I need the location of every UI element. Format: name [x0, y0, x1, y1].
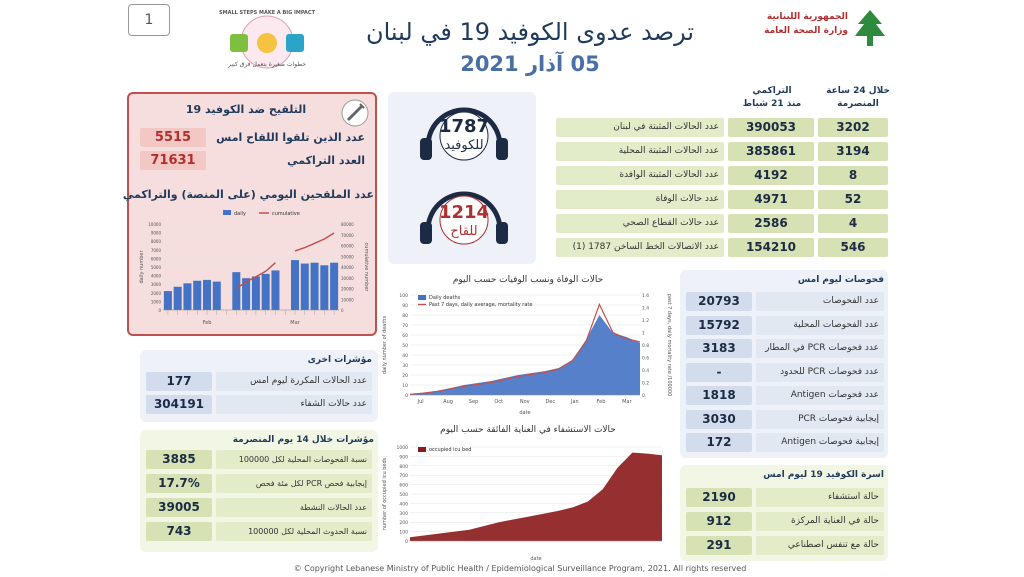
col-header-24h-sub: المنصرمة [837, 99, 879, 109]
x-group-label: Mar [290, 320, 300, 326]
vaccination-stat-label: عدد الذين تلقوا اللقاح امس [216, 131, 365, 144]
page-number: 1 [144, 12, 154, 28]
y-tick-label: 7000 [150, 247, 161, 253]
daily-bar [330, 263, 338, 310]
campaign-logo [214, 8, 320, 70]
y-tick-label: 10 [402, 384, 408, 389]
x-tick-label: Jul [417, 399, 424, 405]
indicator-14d-label: نسبة الفحوصات المحلية لكل 100000 [216, 450, 372, 469]
ministry-logo [742, 8, 892, 48]
bed-stat-label: حالة مع تنفس اصطناعي [756, 536, 884, 555]
y-right-axis-label: cumulative number [363, 242, 369, 292]
legend-label-daily: daily [234, 211, 246, 217]
covid-hotline-label: للكوفيد [444, 138, 484, 153]
main-stat-label: عدد حالات الوفاة [556, 190, 724, 209]
y-tick-label: 9000 [150, 230, 161, 236]
page-title: ترصد عدوى الكوفيد 19 في لبنان [365, 18, 695, 46]
vaccine-hotline-number: 1214 [438, 202, 490, 223]
y-tick-label: 70 [402, 324, 408, 329]
vaccination-stat-label: العدد التراكمي [287, 154, 365, 167]
daily-bar [193, 281, 201, 310]
y-tick-label: 1000 [396, 446, 408, 451]
main-stat-label: عدد الاتصالات الخط الساخن 1787 (1) [556, 238, 724, 257]
test-stat-label: إيجابية فحوصات PCR [756, 410, 884, 429]
cedar-icon [852, 8, 888, 48]
main-stat-cumulative: 154210 [728, 238, 814, 257]
main-stat-cumulative: 385861 [728, 142, 814, 161]
legend-label: Past 7 days, daily average, mortality rate [429, 302, 533, 308]
vaccination-stat-value: 71631 [140, 151, 206, 170]
vaccination-title: التلقيح ضد الكوفيد 19 [185, 103, 307, 116]
legend-label-cumulative: cumulative [272, 211, 300, 217]
x-tick-label: Oct [494, 399, 503, 405]
legend-swatch-daily [223, 210, 231, 215]
daily-bar [320, 265, 328, 310]
page-number-box [128, 4, 170, 36]
main-stat-cumulative: 2586 [728, 214, 814, 233]
y-right-tick-label: 10000 [341, 297, 354, 303]
y-right-tick-label: 0.4 [642, 369, 650, 374]
y-right-tick-label: 80000 [341, 222, 354, 227]
main-stat-cumulative: 4192 [728, 166, 814, 185]
other-indicator-value: 304191 [146, 395, 212, 414]
y-tick-label: 2000 [150, 290, 161, 296]
test-stat-value: - [686, 363, 752, 382]
y-tick-label: 800 [399, 464, 408, 470]
cumulative-line [295, 233, 334, 251]
y-tick-label: 200 [399, 521, 408, 527]
tests-title: فحوصات ليوم امس [797, 275, 884, 285]
covid-hotline-number: 1787 [438, 116, 490, 137]
y-right-tick-label: 0 [642, 394, 645, 399]
main-stat-daily: 3194 [818, 142, 888, 161]
y-tick-label: 6000 [150, 256, 161, 262]
test-stat-value: 172 [686, 433, 752, 452]
test-stat-label: عدد فحوصات PCR للحدود [756, 363, 884, 382]
indicator-14d-label: إيجابية فحص PCR لكل مئة فحص [216, 474, 372, 493]
y-right-axis-label: past 7 days, daily mortality rate /100000 [666, 293, 672, 397]
bed-stat-label: حالة استشفاء [756, 488, 884, 507]
y-right-tick-label: 1.2 [642, 319, 650, 324]
other-indicators-title: مؤشرات اخرى [307, 355, 372, 365]
y-tick-label: 4000 [150, 273, 161, 279]
x-tick-label: Mar [622, 399, 632, 405]
test-stat-value: 15792 [686, 316, 752, 335]
x-tick-label: Aug [443, 399, 453, 405]
bed-stat-value: 912 [686, 512, 752, 531]
x-tick-label: Nov [519, 399, 530, 405]
other-indicator-value: 177 [146, 372, 212, 391]
y-tick-label: 900 [399, 455, 408, 461]
y-tick-label: 600 [399, 483, 408, 489]
y-right-tick-label: 50000 [341, 254, 354, 260]
y-tick-label: 5000 [150, 265, 161, 270]
main-stat-daily: 546 [818, 238, 888, 257]
main-stat-daily: 4 [818, 214, 888, 233]
y-tick-label: 0 [158, 308, 161, 313]
daily-bar [164, 291, 172, 310]
y-tick-label: 50 [402, 344, 408, 349]
legend-label: occupied icu bed [429, 447, 472, 453]
y-tick-label: 30 [402, 364, 408, 369]
daily-bar [252, 276, 260, 310]
y-tick-label: 40 [402, 354, 408, 359]
daily-bar [262, 274, 270, 310]
bed-stat-label: حالة في العناية المركزة [756, 512, 884, 531]
x-tick-label: Sep [468, 399, 479, 405]
handwash-icon [230, 34, 248, 52]
test-stat-label: عدد الفحوصات المحلية [756, 316, 884, 335]
main-stat-cumulative: 4971 [728, 190, 814, 209]
deaths-chart-title: حالات الوفاة ونسب الوفيات حسب اليوم [452, 275, 604, 285]
other-indicator-label: عدد الحالات المكررة ليوم امس [216, 372, 372, 391]
republic-name: الجمهورية اللبنانية [766, 12, 848, 22]
daily-bar [242, 278, 250, 310]
campaign-title-en: SMALL STEPS MAKE A BIG IMPACT [219, 10, 315, 16]
test-stat-value: 3030 [686, 410, 752, 429]
icu-chart-title: حالات الاستشفاء في العناية الفائقة حسب اليوم [440, 425, 616, 435]
y-tick-label: 60 [402, 334, 408, 339]
y-right-tick-label: 70000 [341, 232, 354, 238]
y-tick-label: 300 [399, 511, 408, 517]
y-axis-label: daily number of deaths [382, 315, 388, 375]
y-right-tick-label: 30000 [341, 275, 354, 281]
indicator-14d-label: نسبة الحدوث المحلية لكل 100000 [216, 522, 372, 541]
y-tick-label: 100 [399, 530, 408, 536]
y-tick-label: 90 [402, 304, 408, 309]
col-header-24h: خلال 24 ساعة [826, 86, 890, 96]
test-stat-label: عدد فحوصات Antigen [756, 386, 884, 405]
mask-icon [257, 33, 277, 53]
deaths-chart [378, 287, 674, 417]
indicator-14d-value: 3885 [146, 450, 212, 469]
legend-swatch [418, 447, 426, 452]
main-stat-label: عدد الحالات المثبتة المحلية [556, 142, 724, 161]
y-right-tick-label: 0.6 [642, 356, 650, 362]
bed-stat-value: 291 [686, 536, 752, 555]
y-right-tick-label: 1.6 [642, 294, 650, 299]
test-stat-label: عدد فحوصات PCR في المطار [756, 339, 884, 358]
test-stat-label: إيجابية فحوصات Antigen [756, 433, 884, 452]
distance-icon [286, 34, 304, 52]
y-right-tick-label: 60000 [341, 243, 354, 249]
vaccination-chart-title: عدد الملقحين اليومي (على المنصة) والتراكمي [122, 188, 374, 201]
indicator-14d-value: 743 [146, 522, 212, 541]
vaccination-stat-value: 5515 [140, 128, 206, 147]
y-right-tick-label: 0.8 [642, 344, 650, 349]
vaccination-chart [137, 206, 369, 330]
daily-bar [311, 263, 319, 310]
y-tick-label: 80 [402, 314, 408, 319]
report-date: 05 آذار 2021 [460, 52, 600, 76]
daily-bar [271, 270, 279, 310]
y-tick-label: 0 [405, 394, 408, 399]
y-tick-label: 100 [399, 294, 408, 299]
y-tick-label: 400 [399, 502, 408, 508]
daily-bar [213, 282, 221, 310]
col-header-cumulative-sub: منذ 21 شباط [742, 99, 802, 109]
x-axis-label: date [519, 410, 531, 416]
daily-bar [291, 260, 299, 310]
y-right-tick-label: 1 [642, 331, 645, 337]
indicator-14d-value: 17.7% [146, 474, 212, 493]
icu-chart [378, 437, 674, 563]
y-right-tick-label: 1.4 [642, 306, 650, 312]
y-axis-label: daily number [139, 250, 145, 284]
y-tick-label: 8000 [150, 239, 161, 245]
main-stat-daily: 8 [818, 166, 888, 185]
daily-bar [183, 283, 191, 310]
y-tick-label: 3000 [150, 282, 161, 288]
y-tick-label: 0 [405, 540, 408, 545]
main-stat-label: عدد حالات القطاع الصحي [556, 214, 724, 233]
legend-swatch [418, 295, 426, 300]
test-stat-value: 1818 [686, 386, 752, 405]
daily-bar [301, 264, 309, 310]
x-axis-label: date [530, 556, 542, 562]
syringe-icon [340, 98, 370, 128]
test-stat-value: 3183 [686, 339, 752, 358]
campaign-title-ar: خطوات صغيرة بتعمل فرق كبير [228, 61, 306, 68]
y-right-tick-label: 20000 [341, 286, 354, 292]
other-indicator-label: عدد حالات الشفاء [216, 395, 372, 414]
y-tick-label: 500 [399, 493, 408, 498]
x-tick-label: Dec [545, 399, 556, 405]
indicators-14d-title: مؤشرات خلال 14 يوم المنصرمة [232, 435, 374, 445]
daily-bar [203, 280, 211, 310]
x-group-label: Feb [202, 320, 212, 326]
y-right-tick-label: 40000 [341, 265, 354, 270]
y-right-tick-label: 0.2 [642, 381, 650, 387]
vaccine-hotline-label: للقاح [450, 224, 478, 239]
daily-bar [232, 272, 240, 310]
footer-copyright: © Copyright Lebanese Ministry of Public Health / Epidemiological Surveillance Program, 2021. All rights reserved [293, 564, 747, 573]
main-stat-cumulative: 390053 [728, 118, 814, 137]
x-tick-label: Feb [596, 399, 606, 405]
x-tick-label: Jan [571, 399, 579, 405]
main-stat-label: عدد الحالات المثبتة الوافدة [556, 166, 724, 185]
daily-bar [174, 287, 182, 310]
indicator-14d-label: عدد الحالات النشطة [216, 498, 372, 517]
test-stat-label: عدد الفحوصات [756, 292, 884, 311]
y-tick-label: 700 [399, 474, 408, 480]
y-tick-label: 20 [402, 374, 408, 379]
ministry-name: وزارة الصحة العامة [764, 26, 848, 36]
bed-stat-value: 2190 [686, 488, 752, 507]
indicator-14d-value: 39005 [146, 498, 212, 517]
main-stat-daily: 3202 [818, 118, 888, 137]
main-stat-daily: 52 [818, 190, 888, 209]
y-tick-label: 1000 [150, 299, 161, 305]
col-header-cumulative: التراكمي [752, 86, 792, 96]
y-tick-label: 10000 [148, 222, 161, 227]
main-stat-label: عدد الحالات المثبتة في لبنان [556, 118, 724, 137]
beds-title: اسرة الكوفيد 19 ليوم امس [763, 470, 884, 480]
test-stat-value: 20793 [686, 292, 752, 311]
legend-label: Daily deaths [429, 295, 461, 301]
y-right-tick-label: 0 [341, 308, 344, 313]
y-axis-label: number of occupied icu beds [382, 457, 388, 531]
